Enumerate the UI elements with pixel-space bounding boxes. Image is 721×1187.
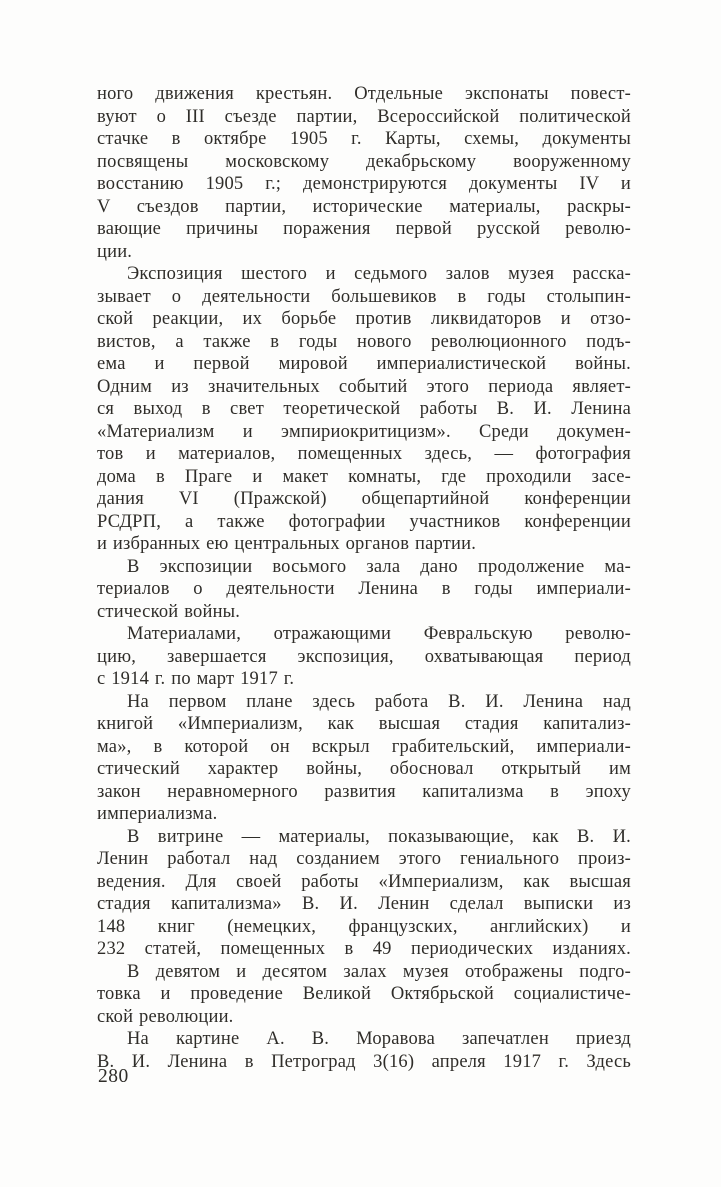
text-line: РСДРП, а также фотографии участников конференции [97,511,631,532]
text-line: вающие причины поражения первой русской револю- [97,219,631,239]
text-line: ема и первой мировой империалистической войны. [97,354,631,374]
text-line: стической войны. [97,601,241,622]
paragraph [97,1028,631,1073]
text-line: В экспозиции восьмого зала дано продолжение ма- [127,556,631,577]
text-line: Материалами, отражающими Февральскую револю- [127,624,631,644]
text-line: В девятом и десятом залах музея отображены подго- [127,961,631,982]
paragraph [97,83,631,263]
paragraph [97,826,631,961]
text-line: Экспозиция шестого и седьмого залов музея расска- [127,264,631,284]
text-line: стический характер войны, обосновал открытый им [97,759,631,779]
text-line: В витрине — материалы, показывающие, как В. И. [127,826,631,847]
text-line: цию, завершается экспозиция, охватывающая период [97,646,631,667]
text-line: и избранных ею центральных органов партии. [97,534,477,554]
text-line: ного движения крестьян. Отдельные экспонаты повест- [97,84,631,104]
text-line: На картине А. В. Моравова запечатлен приезд [127,1029,631,1049]
text-line: В. И. Ленина в Петроград 3(16) апреля 1917 г. Здесь [97,1051,631,1072]
paragraph [97,556,631,624]
text-line: 232 статей, помещенных в 49 периодических изданиях. [97,939,631,959]
text-line: ведения. Для своей работы «Империализм, как высшая [97,871,631,892]
text-line: Ленин работал над созданием этого гениального произ- [97,849,631,869]
text-line: V съездов партии, исторические материалы, раскры- [97,196,631,217]
text-line: дома в Праге и макет комнаты, где проходили засе- [97,466,631,487]
text-line: Одним из значительных событий этого периода являет- [97,376,631,397]
text-line: вуют о III съезде партии, Всероссийской политической [97,106,631,127]
text-line: стадия капитализма» В. И. Ленин сделал выписки из [97,894,631,914]
text-line: стачке в октябре 1905 г. Карты, схемы, документы [97,129,631,149]
page-number: 280 [98,1066,129,1087]
text-line: тов и материалов, помещенных здесь, — фотография [97,444,631,464]
paragraph [97,691,631,826]
paragraph [97,263,631,556]
text-line: ма», в которой он вскрыл грабительский, империали- [97,736,631,757]
text-line: посвящены московскому декабрьскому вооруженному [97,151,631,172]
text-line: ской реакции, их борьбе против ликвидаторов и отзо- [97,309,631,329]
text-line: книгой «Империализм, как высшая стадия капитализ- [97,714,631,734]
text-line: ции. [97,241,133,262]
paragraph [97,623,631,691]
text-line: териалов о деятельности Ленина в годы империали- [97,579,631,599]
text-line: с 1914 г. по март 1917 г. [97,669,295,689]
paragraph [97,961,631,1029]
text-line: дания VI (Пражской) общепартийной конференции [97,489,631,509]
page-text [97,83,631,1073]
text-line: ся выход в свет теоретической работы В. И. Ленина [97,399,631,419]
text-line: 148 книг (немецких, французских, английских) и [97,916,631,937]
text-line: закон неравномерного развития капитализма в эпоху [97,781,631,802]
text-line: зывает о деятельности большевиков в годы столыпин- [97,286,631,307]
text-line: вистов, а также в годы нового революционного подъ- [97,331,631,352]
text-line: империализма. [97,804,218,824]
text-line: «Материализм и эмпириокритицизм». Среди докумен- [97,421,631,442]
text-line: товка и проведение Великой Октябрьской социалистиче- [97,984,631,1004]
text-line: На первом плане здесь работа В. И. Ленина над [127,691,631,712]
text-line: ской революции. [97,1006,234,1027]
text-line: восстанию 1905 г.; демонстрируются документы IV и [97,174,631,194]
